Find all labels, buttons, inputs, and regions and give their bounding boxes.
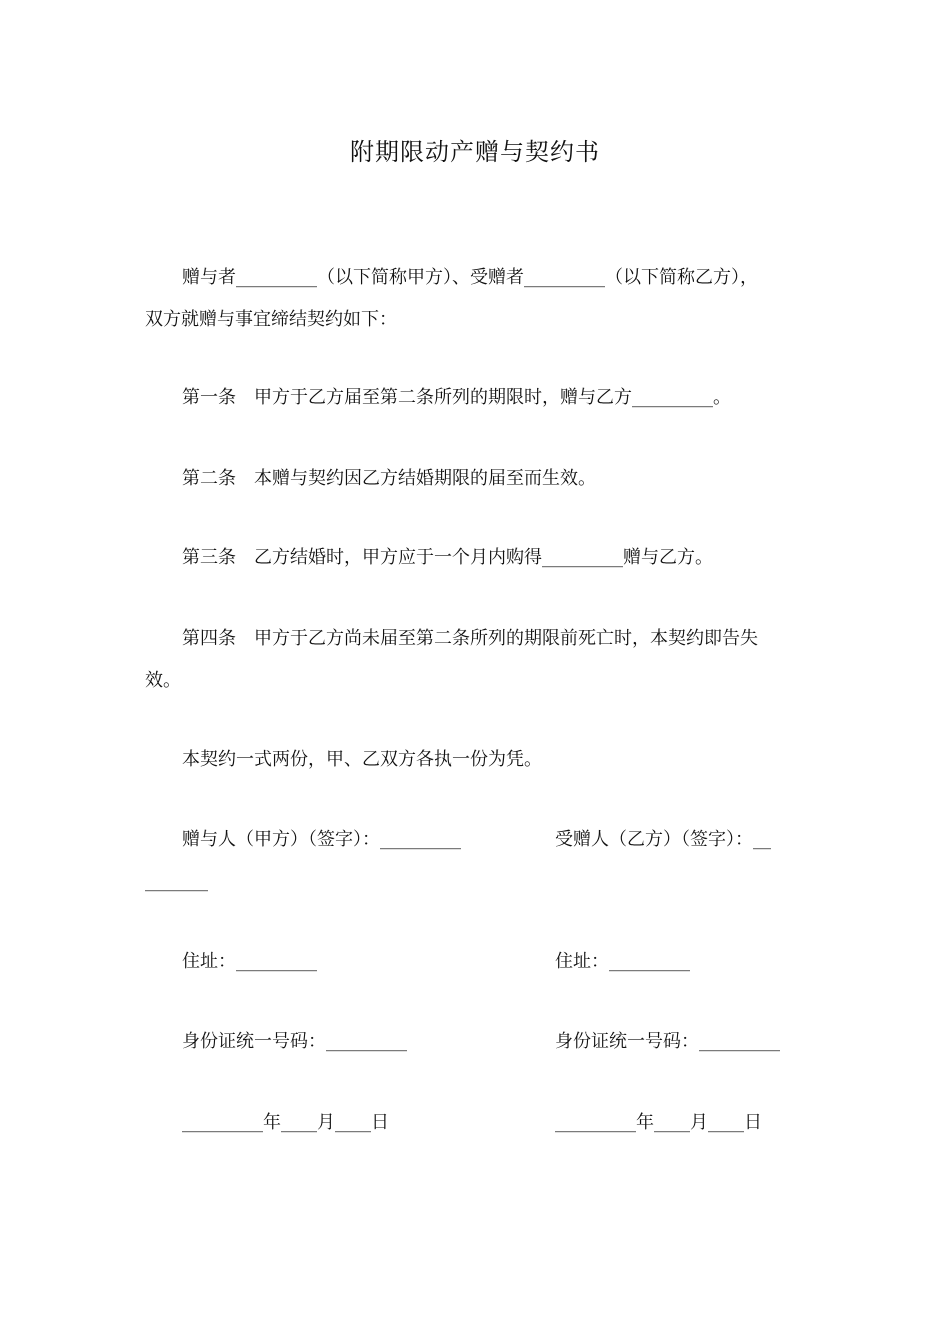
party-b-id-number: 身份证统一号码：_________ xyxy=(555,1031,780,1052)
party-a-address: 住址：_________ xyxy=(182,951,317,972)
article-4-line-1: 第四条 甲方于乙方尚未届至第二条所列的期限前死亡时，本契约即告失 xyxy=(182,628,758,649)
party-b-signature-continued: _______ xyxy=(145,871,208,892)
article-4-line-2: 效。 xyxy=(145,670,181,691)
article-2: 第二条 本赠与契约因乙方结婚期限的届至而生效。 xyxy=(182,468,596,489)
party-a-date: _________年____月____日 xyxy=(182,1112,389,1133)
party-b-address: 住址：_________ xyxy=(555,951,690,972)
article-3: 第三条 乙方结婚时，甲方应于一个月内购得_________赠与乙方。 xyxy=(182,547,713,568)
party-b-date: _________年____月____日 xyxy=(555,1112,762,1133)
party-a-id-number: 身份证统一号码：_________ xyxy=(182,1031,407,1052)
party-b-signature: 受赠人（乙方）（签字）：__ xyxy=(555,829,771,850)
intro-line-2: 双方就赠与事宜缔结契约如下： xyxy=(145,309,397,330)
intro-line-1: 赠与者_________（以下简称甲方）、受赠者_________（以下简称乙方）， xyxy=(182,267,758,288)
copies-clause: 本契约一式两份，甲、乙双方各执一份为凭。 xyxy=(182,749,542,770)
party-a-signature: 赠与人（甲方）（签字）：_________ xyxy=(182,829,461,850)
document-title: 附期限动产赠与契约书 xyxy=(350,138,600,166)
article-1: 第一条 甲方于乙方届至第二条所列的期限时，赠与乙方_________。 xyxy=(182,387,731,408)
